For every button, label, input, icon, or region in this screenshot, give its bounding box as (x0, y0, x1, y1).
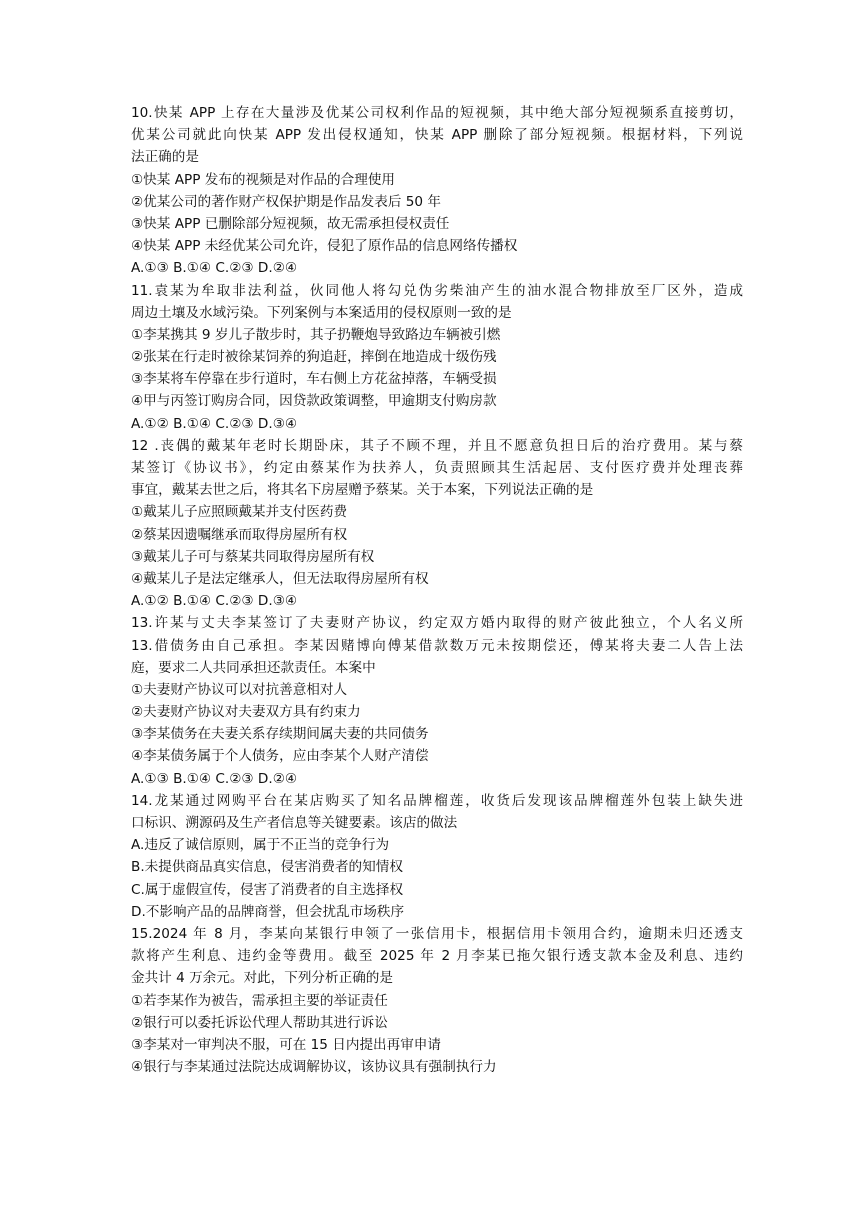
question-stem-line: 款将产生利息、违约金等费用。截至 2025 年 2 月李某已拖欠银行透支款本金及利息、违约 (131, 948, 743, 965)
option-d: D.不影响产品的品牌商誉，但会扰乱市场秩序 (131, 903, 405, 920)
question-stem-line: 事宜，戴某去世之后，将其名下房屋赠予蔡某。关于本案，下列说法正确的是 (131, 482, 594, 499)
question-stem-line: 金共计 4 万余元。对此，下列分析正确的是 (131, 970, 393, 987)
statement-4: ④快某 APP 未经优某公司允许，侵犯了原作品的信息网络传播权 (131, 238, 518, 255)
answer-options: A.①③ B.①④ C.②③ D.②④ (131, 260, 298, 277)
statement-1: ①若李某作为被告，需承担主要的举证责任 (131, 992, 388, 1009)
question-13 (131, 612, 743, 790)
statement-4: ④戴某儿子是法定继承人，但无法取得房屋所有权 (131, 570, 429, 587)
question-stem-line: 庭，要求二人共同承担还款责任。本案中 (131, 659, 376, 676)
statement-2: ②夫妻财产协议对夫妻双方具有约束力 (131, 704, 361, 721)
answer-options: A.①③ B.①④ C.②③ D.②④ (131, 770, 298, 787)
question-15 (131, 923, 743, 1078)
question-12 (131, 435, 743, 613)
question-10 (131, 102, 743, 280)
statement-3: ③李某将车停靠在步行道时，车右侧上方花盆掉落，车辆受损 (131, 371, 497, 388)
question-stem-line: 12 .丧偶的戴某年老时长期卧床，其子不顾不理，并且不愿意负担日后的治疗费用。某与蔡 (131, 437, 743, 454)
statement-3: ③戴某儿子可与蔡某共同取得房屋所有权 (131, 548, 375, 565)
statement-3: ③李某对一审判决不服，可在 15 日内提出再审申请 (131, 1036, 441, 1053)
option-b: B.未提供商品真实信息，侵害消费者的知情权 (131, 859, 403, 876)
question-stem-line: 某签订《协议书》，约定由蔡某作为扶养人，负责照顾其生活起居、支付医疗费并处理丧葬 (131, 460, 743, 476)
statement-2: ②优某公司的著作财产权保护期是作品发表后 50 年 (131, 193, 441, 210)
answer-options: A.①② B.①④ C.②③ D.③④ (131, 415, 298, 432)
statement-3: ③李某债务在夫妻关系存续期间属夫妻的共同债务 (131, 726, 429, 743)
statement-3: ③快某 APP 已删除部分短视频，故无需承担侵权责任 (131, 215, 450, 232)
statement-1: ①快某 APP 发布的视频是对作品的合理使用 (131, 171, 396, 188)
question-stem-line: 11.袁某为牟取非法利益，伙同他人将勾兑伪劣柴油产生的油水混合物排放至厂区外，造成 (131, 282, 743, 299)
option-c: C.属于虚假宣传，侵害了消费者的自主选择权 (131, 881, 404, 898)
statement-4: ④银行与李某通过法院达成调解协议，该协议具有强制执行力 (131, 1059, 497, 1076)
statement-1: ①戴某儿子应照顾戴某并支付医药费 (131, 504, 348, 521)
question-stem-line: 14.龙某通过网购平台在某店购买了知名品牌榴莲，收货后发现该品牌榴莲外包装上缺失进 (131, 792, 743, 809)
question-14 (131, 790, 743, 923)
question-stem-line: 10.快某 APP 上存在大量涉及优某公司权利作品的短视频，其中绝大部分短视频系直接剪切， (131, 105, 743, 121)
exam-page (131, 102, 743, 1078)
statement-2: ②张某在行走时被徐某饲养的狗追赶，摔倒在地造成十级伤残 (131, 349, 497, 366)
statement-4: ④甲与丙签订购房合同，因贷款政策调整，甲逾期支付购房款 (131, 393, 497, 410)
question-stem-line: 口标识、溯源码及生产者信息等关键要素。该店的做法 (131, 815, 458, 831)
statement-1: ①李某携其 9 岁儿子散步时，其子扔鞭炮导致路边车辆被引燃 (131, 326, 501, 343)
question-stem-line: 周边土壤及水域污染。下列案例与本案适用的侵权原则一致的是 (131, 304, 512, 321)
statement-1: ①夫妻财产协议可以对抗善意相对人 (131, 681, 348, 698)
statement-4: ④李某债务属于个人债务，应由李某个人财产清偿 (131, 748, 429, 765)
statement-2: ②银行可以委托诉讼代理人帮助其进行诉讼 (131, 1014, 388, 1031)
question-stem-line: 法正确的是 (131, 149, 199, 166)
question-stem-line: 优某公司就此向快某 APP 发出侵权通知，快某 APP 删除了部分短视频。根据材料，下列说 (131, 127, 743, 144)
question-stem-line: 15.2024 年 8 月，李某向某银行申领了一张信用卡，根据信用卡领用合约，逾期未归还透支 (131, 925, 743, 942)
question-stem-line: 13.借债务由自己承担。李某因赌博向傅某借款数万元未按期偿还，傅某将夫妻二人告上法 (131, 637, 743, 654)
question-11 (131, 280, 743, 435)
statement-2: ②蔡某因遗嘱继承而取得房屋所有权 (131, 526, 348, 543)
answer-options: A.①② B.①④ C.②③ D.③④ (131, 593, 298, 610)
question-stem-line: 13.许某与丈夫李某签订了夫妻财产协议，约定双方婚内取得的财产彼此独立，个人名义所 (131, 615, 743, 632)
option-a: A.违反了诚信原则，属于不正当的竞争行为 (131, 837, 390, 854)
